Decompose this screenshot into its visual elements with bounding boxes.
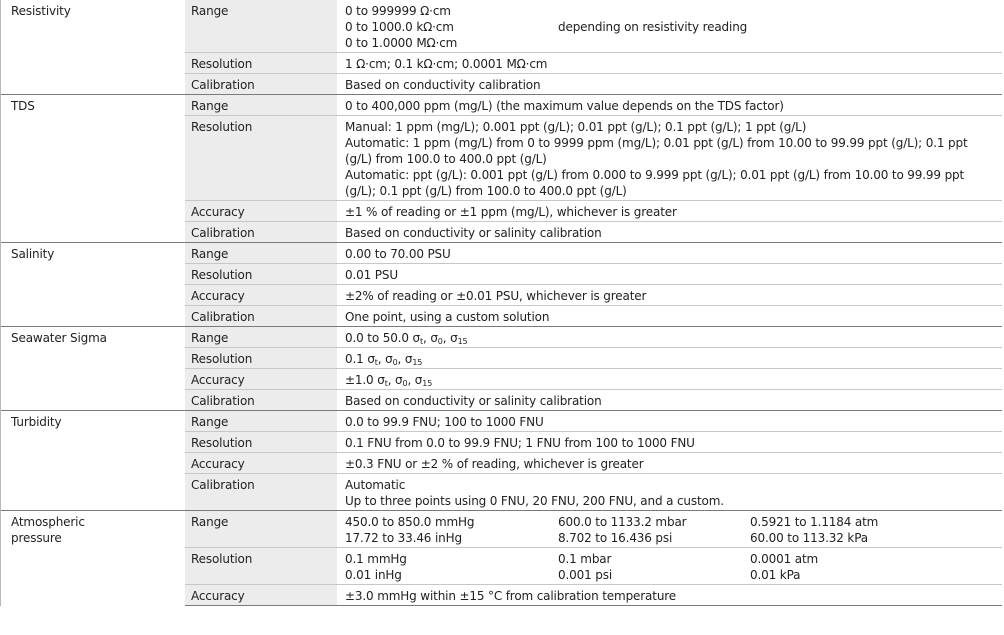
tds-range-value: 0 to 400,000 ppm (mg/L) (the maximum value depends on the TDS factor) xyxy=(337,95,1002,116)
value-line: 0.1 mbar xyxy=(558,552,612,566)
value-line: Automatic xyxy=(345,478,406,492)
tds-range-row xyxy=(1,95,1003,116)
property-label: Accuracy xyxy=(185,453,337,474)
salinity-range-value: 0.00 to 70.00 PSU xyxy=(337,243,1002,264)
value-line: 0.001 psi xyxy=(558,568,613,582)
seawater-range-row xyxy=(1,327,1003,348)
sigma-symbol: σ xyxy=(450,331,458,345)
category-line: pressure xyxy=(11,531,62,545)
sigma-subscript: 0 xyxy=(402,379,408,388)
sigma-subscript: t xyxy=(374,358,378,367)
salinity-resolution-value: 0.01 PSU xyxy=(337,264,1002,285)
category-line: Atmospheric xyxy=(11,515,85,529)
value-line: Up to three points using 0 FNU, 20 FNU, 200 FNU, and a custom. xyxy=(345,494,724,508)
value-line: 0.01 inHg xyxy=(345,568,402,582)
resistivity-calibration-value: Based on conductivity calibration xyxy=(337,74,1002,95)
value-line: 0.5921 to 1.1184 atm xyxy=(750,515,879,529)
value-line: 0.01 kPa xyxy=(750,568,801,582)
seawater-resolution-value: 0.1 $\sigma_t$, $\sigma_0$, $\sigma_{15}$ xyxy=(337,348,1002,369)
seawater-calibration-value: Based on conductivity or salinity calibration xyxy=(337,390,1002,411)
value-prefix: 0.0 to 50.0 xyxy=(345,331,409,345)
value-line: 0 to 1.0000 MΩ·cm xyxy=(345,36,458,50)
property-label: Range xyxy=(185,511,337,548)
turbidity-range-row xyxy=(1,411,1003,432)
property-label: Range xyxy=(185,0,337,53)
sigma-symbol: σ xyxy=(430,331,438,345)
salinity-accuracy-value: ±2% of reading or ±0.01 PSU, whichever is greater xyxy=(337,285,1002,306)
turbidity-resolution-value: 0.1 FNU from 0.0 to 99.9 FNU; 1 FNU from 100 to 1000 FNU xyxy=(337,432,1002,453)
sigma-subscript: 15 xyxy=(412,358,423,367)
property-label: Resolution xyxy=(185,264,337,285)
value-line: Automatic: ppt (g/L): 0.001 ppt (g/L) from 0.000 to 9.999 ppt (g/L); 0.01 ppt (g/L) from 10.00 to 99.99 ppt (g/L); 0.1 ppt (g/L) from 100.0 to 400.0 ppt (g/L) xyxy=(345,168,965,198)
resistivity-range-row xyxy=(1,0,1003,53)
sigma-symbol: σ xyxy=(367,352,375,366)
property-label: Calibration xyxy=(185,222,337,243)
value-line: 17.72 to 33.46 inHg xyxy=(345,531,462,545)
value-line: 0 to 999999 Ω·cm xyxy=(345,4,451,18)
tds-calibration-value: Based on conductivity or salinity calibration xyxy=(337,222,1002,243)
sigma-subscript: 0 xyxy=(392,358,398,367)
sigma-symbol: σ xyxy=(377,373,385,387)
property-label: Resolution xyxy=(185,53,337,74)
value-line: 0 to 1000.0 kΩ·cm xyxy=(345,20,454,34)
turbidity-calibration-value xyxy=(337,474,1002,511)
value-line: 450.0 to 850.0 mmHg xyxy=(345,515,475,529)
property-label: Calibration xyxy=(185,74,337,95)
category-tds: TDS xyxy=(1,95,186,243)
atmospheric-accuracy-value: ±3.0 mmHg within ±15 °C from calibration temperature xyxy=(337,585,1002,606)
sigma-subscript: 0 xyxy=(437,337,443,346)
value-line: 600.0 to 1133.2 mbar xyxy=(558,515,687,529)
sigma-symbol: σ xyxy=(414,373,423,387)
property-label: Range xyxy=(185,411,337,432)
property-label: Range xyxy=(185,243,337,264)
category-atmospheric-pressure xyxy=(1,511,186,606)
category-seawater-sigma: Seawater Sigma xyxy=(1,327,186,411)
sigma-symbol: σ xyxy=(412,331,420,345)
sigma-subscript: t xyxy=(384,379,388,388)
sigma-subscript: 15 xyxy=(422,379,433,388)
atmospheric-resolution-value xyxy=(337,548,1002,585)
value-line: 60.00 to 113.32 kPa xyxy=(750,531,868,545)
value-line: Manual: 1 ppm (mg/L); 0.001 ppt (g/L); 0.01 ppt (g/L); 0.1 ppt (g/L); 1 ppt (g/L) xyxy=(345,120,807,134)
salinity-calibration-value: One point, using a custom solution xyxy=(337,306,1002,327)
category-resistivity: Resistivity xyxy=(1,0,186,95)
value-line: 0.1 mmHg xyxy=(345,552,407,566)
seawater-range-value: 0.0 to 50.0 $\sigma_t$, $\sigma_0$, $\sigma_{15}$ xyxy=(337,327,1002,348)
sigma-symbol: σ xyxy=(385,352,393,366)
atmospheric-range-row xyxy=(1,511,1003,548)
seawater-accuracy-value: ±1.0 $\sigma_t$, $\sigma_0$, $\sigma_{15}$ xyxy=(337,369,1002,390)
property-label: Resolution xyxy=(185,348,337,369)
turbidity-range-value: 0.0 to 99.9 FNU; 100 to 1000 FNU xyxy=(337,411,1002,432)
property-label: Range xyxy=(185,327,337,348)
property-label: Accuracy xyxy=(185,201,337,222)
value-line: Automatic: 1 ppm (mg/L) from 0 to 9999 ppm (mg/L); 0.01 ppt (g/L) from 10.00 to 99.99 ppt (g/L); 0.1 ppt (g/L) from 100.0 to 400.0 ppt (g/L) xyxy=(345,136,968,166)
value-line: 0.0001 atm xyxy=(750,552,819,566)
category-salinity: Salinity xyxy=(1,243,186,327)
sigma-symbol: σ xyxy=(395,373,403,387)
value-line: 8.702 to 16.436 psi xyxy=(558,531,673,545)
property-label: Range xyxy=(185,95,337,116)
tds-accuracy-value: ±1 % of reading or ±1 ppm (mg/L), whichever is greater xyxy=(337,201,1002,222)
sigma-symbol: σ xyxy=(404,352,413,366)
property-label: Resolution xyxy=(185,548,337,585)
atmospheric-range-value xyxy=(337,511,1002,548)
value-prefix: ±1.0 xyxy=(345,373,374,387)
resistivity-resolution-value: 1 Ω·cm; 0.1 kΩ·cm; 0.0001 MΩ·cm xyxy=(337,53,1002,74)
range-note: depending on resistivity reading xyxy=(558,20,748,34)
salinity-range-row xyxy=(1,243,1003,264)
sigma-subscript: t xyxy=(419,337,423,346)
sigma-subscript: 15 xyxy=(457,337,468,346)
resistivity-range-value xyxy=(337,0,1002,53)
property-label: Calibration xyxy=(185,474,337,511)
property-label: Accuracy xyxy=(185,585,337,606)
property-label: Resolution xyxy=(185,116,337,201)
value-prefix: 0.1 xyxy=(345,352,364,366)
property-label: Resolution xyxy=(185,432,337,453)
property-label: Accuracy xyxy=(185,369,337,390)
category-turbidity: Turbidity xyxy=(1,411,186,511)
property-label: Calibration xyxy=(185,306,337,327)
property-label: Accuracy xyxy=(185,285,337,306)
turbidity-accuracy-value: ±0.3 FNU or ±2 % of reading, whichever is greater xyxy=(337,453,1002,474)
property-label: Calibration xyxy=(185,390,337,411)
tds-resolution-value xyxy=(337,116,1002,201)
